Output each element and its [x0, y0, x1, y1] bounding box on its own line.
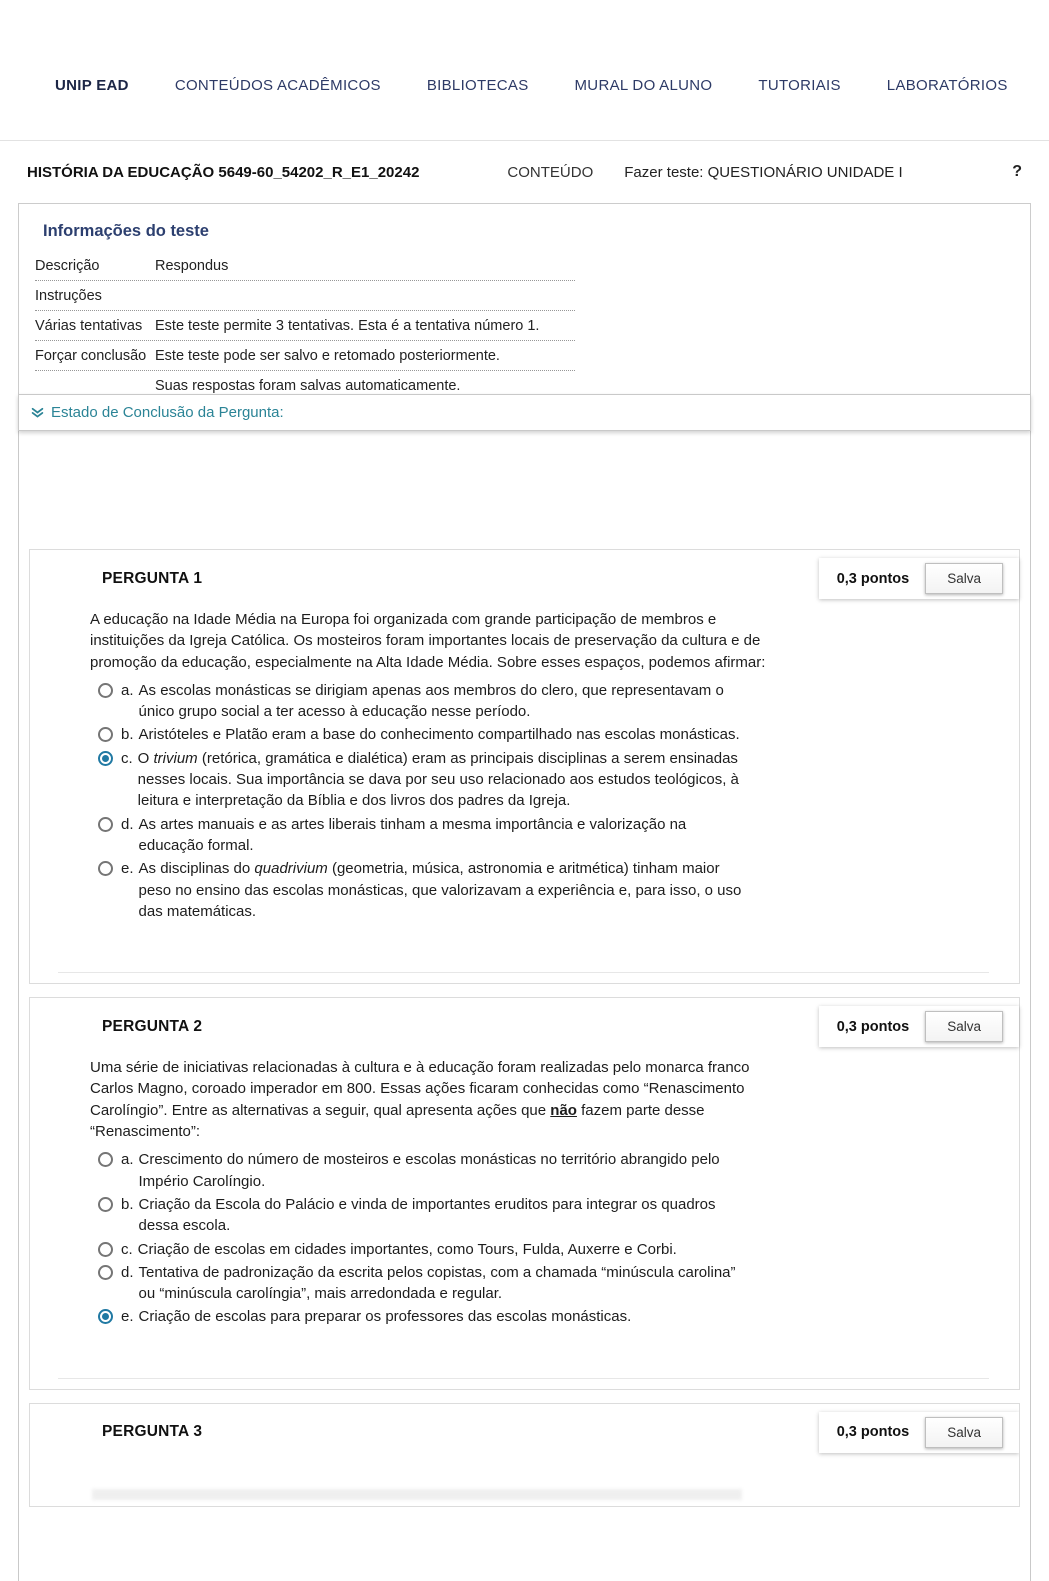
question-2-option-d[interactable]: d. Tentativa de padronização da escrita pelos copistas, com a chamada “minúscula carolina” ou “minúscula carolíngia”, mais arredondada e regular. [98, 1262, 989, 1305]
brand-unip-ead[interactable]: UNIP EAD [55, 76, 129, 94]
question-1-option-e[interactable]: e. As disciplinas do quadrivium (geometria, música, astronomia e aritmética) tinham maior peso no ensino das escolas monásticas, que valorizavam a experiência e, para isso, o uso das matemáticas. [98, 858, 989, 922]
question-3-body [30, 1459, 1019, 1500]
question-2-save-button[interactable]: Salva [925, 1011, 1003, 1042]
question-card-1 [29, 549, 1020, 984]
radio-unchecked-icon[interactable] [98, 1152, 113, 1167]
radio-unchecked-icon[interactable] [98, 817, 113, 832]
double-chevron-down-icon [31, 406, 44, 419]
question-3-points-box [819, 1412, 1019, 1453]
help-icon[interactable]: ? [1012, 163, 1022, 180]
question-1-divider [58, 972, 989, 973]
question-card-3 [29, 1403, 1020, 1507]
question-2-option-e[interactable]: e. Criação de escolas para preparar os professores das escolas monásticas. [98, 1306, 989, 1327]
top-navigation [0, 0, 1049, 141]
question-1-option-c[interactable]: c. O trivium (retórica, gramática e dialética) eram as principais disciplinas a serem ensinadas nesses locais. Sua importância se dava por seu uso relacionado aos estudos teológicos, à leitura e interpretação da Bíblia e dos livros dos padres da Igreja. [98, 748, 989, 812]
question-1-save-button[interactable]: Salva [925, 563, 1003, 594]
radio-unchecked-icon[interactable] [98, 1197, 113, 1212]
info-row-forcar-conclusao: Forçar conclusão Este teste pode ser salvo e retomado posteriormente. [35, 341, 575, 371]
page-header [0, 141, 1049, 203]
question-1-body [30, 605, 1019, 922]
course-title: HISTÓRIA DA EDUCAÇÃO 5649-60_54202_R_E1_20242 [27, 163, 420, 181]
question-1-option-d[interactable]: d. As artes manuais e as artes liberais tinham a mesma importância e valorização na educação formal. [98, 814, 989, 857]
question-1-option-b[interactable]: b. Aristóteles e Platão eram a base do conhecimento compartilhado nas escolas monásticas. [98, 724, 989, 745]
radio-checked-icon[interactable] [98, 1309, 113, 1324]
question-2-points-box [819, 1006, 1019, 1047]
test-title: Fazer teste: QUESTIONÁRIO UNIDADE I [624, 163, 903, 181]
question-1-header [30, 550, 1019, 605]
test-info-title: Informações do teste [43, 222, 209, 240]
question-1-option-a[interactable]: a. As escolas monásticas se dirigiam apenas aos membros do clero, que representavam o único grupo social a ter acesso à educação nesse período. [98, 680, 989, 723]
question-1-options [90, 680, 989, 922]
question-2-points: 0,3 pontos [836, 1018, 910, 1035]
question-3-points: 0,3 pontos [836, 1424, 910, 1441]
question-card-2 [29, 997, 1020, 1390]
question-2-body [30, 1053, 1019, 1328]
info-row-varias-tentativas: Várias tentativas Este teste permite 3 tentativas. Esta é a tentativa número 1. [35, 311, 575, 341]
question-2-option-a[interactable]: a. Crescimento do número de mosteiros e escolas monásticas no território abrangido pelo Império Carolíngio. [98, 1149, 989, 1192]
question-1-points: 0,3 pontos [836, 570, 910, 587]
test-info-table [35, 251, 575, 401]
radio-unchecked-icon[interactable] [98, 683, 113, 698]
nav-item-mural-do-aluno[interactable]: MURAL DO ALUNO [574, 76, 713, 94]
info-row-instrucoes: Instruções [35, 281, 575, 311]
question-2-header [30, 998, 1019, 1053]
question-2-option-c[interactable]: c. Criação de escolas em cidades importantes, como Tours, Fulda, Auxerre e Corbi. [98, 1239, 989, 1260]
nav-item-laboratorios[interactable]: LABORATÓRIOS [886, 76, 1008, 94]
nav-item-tutoriais[interactable]: TUTORIAIS [758, 76, 841, 94]
question-1-text: A educação na Idade Média na Europa foi organizada com grande participação de membros e instituições da Igreja Católica. Os mosteiros foram importantes locais de preservação da cultura e de promoção da educação, especialmente na Alta Idade Média. Sobre esses espaços, podemos afirmar: [90, 611, 766, 671]
question-3-header [30, 1404, 1019, 1459]
question-3-text-clipped [92, 1489, 742, 1500]
breadcrumb-conteudo[interactable]: CONTEÚDO [507, 163, 594, 181]
question-1-title: PERGUNTA 1 [102, 569, 203, 587]
radio-checked-icon[interactable] [98, 751, 113, 766]
question-2-options [90, 1149, 989, 1327]
info-row-respostas-salvas: Suas respostas foram salvas automaticamente. [35, 371, 575, 401]
question-1-points-box [819, 558, 1019, 599]
question-2-text: Uma série de iniciativas relacionadas à cultura e à educação foram realizadas pelo monarca franco Carlos Magno, coroado imperador em 800. Essas ações ficaram conhecidas como “Renascimento Carolíngio”. Entre as alternativas a seguir, qual apresenta ações que não fazem parte desse “Renascimento”: [90, 1059, 750, 1141]
radio-unchecked-icon[interactable] [98, 727, 113, 742]
question-2-option-b[interactable]: b. Criação da Escola do Palácio e vinda de importantes eruditos para integrar os quadros dessa escola. [98, 1194, 989, 1237]
test-info-panel [18, 203, 1031, 416]
question-3-save-button[interactable]: Salva [925, 1417, 1003, 1448]
info-row-descricao: Descrição Respondus [35, 251, 575, 281]
radio-unchecked-icon[interactable] [98, 861, 113, 876]
question-2-divider [58, 1378, 989, 1379]
questions-container [18, 431, 1031, 1581]
question-3-title: PERGUNTA 3 [102, 1423, 203, 1441]
nav-item-bibliotecas[interactable]: BIBLIOTECAS [426, 76, 529, 94]
question-2-title: PERGUNTA 2 [102, 1017, 203, 1035]
radio-unchecked-icon[interactable] [98, 1242, 113, 1257]
nav-item-conteudos-academicos[interactable]: CONTEÚDOS ACADÊMICOS [174, 76, 381, 94]
status-bar-label: Estado de Conclusão da Pergunta: [51, 404, 284, 421]
radio-unchecked-icon[interactable] [98, 1265, 113, 1280]
question-completion-status-bar[interactable] [18, 394, 1031, 431]
